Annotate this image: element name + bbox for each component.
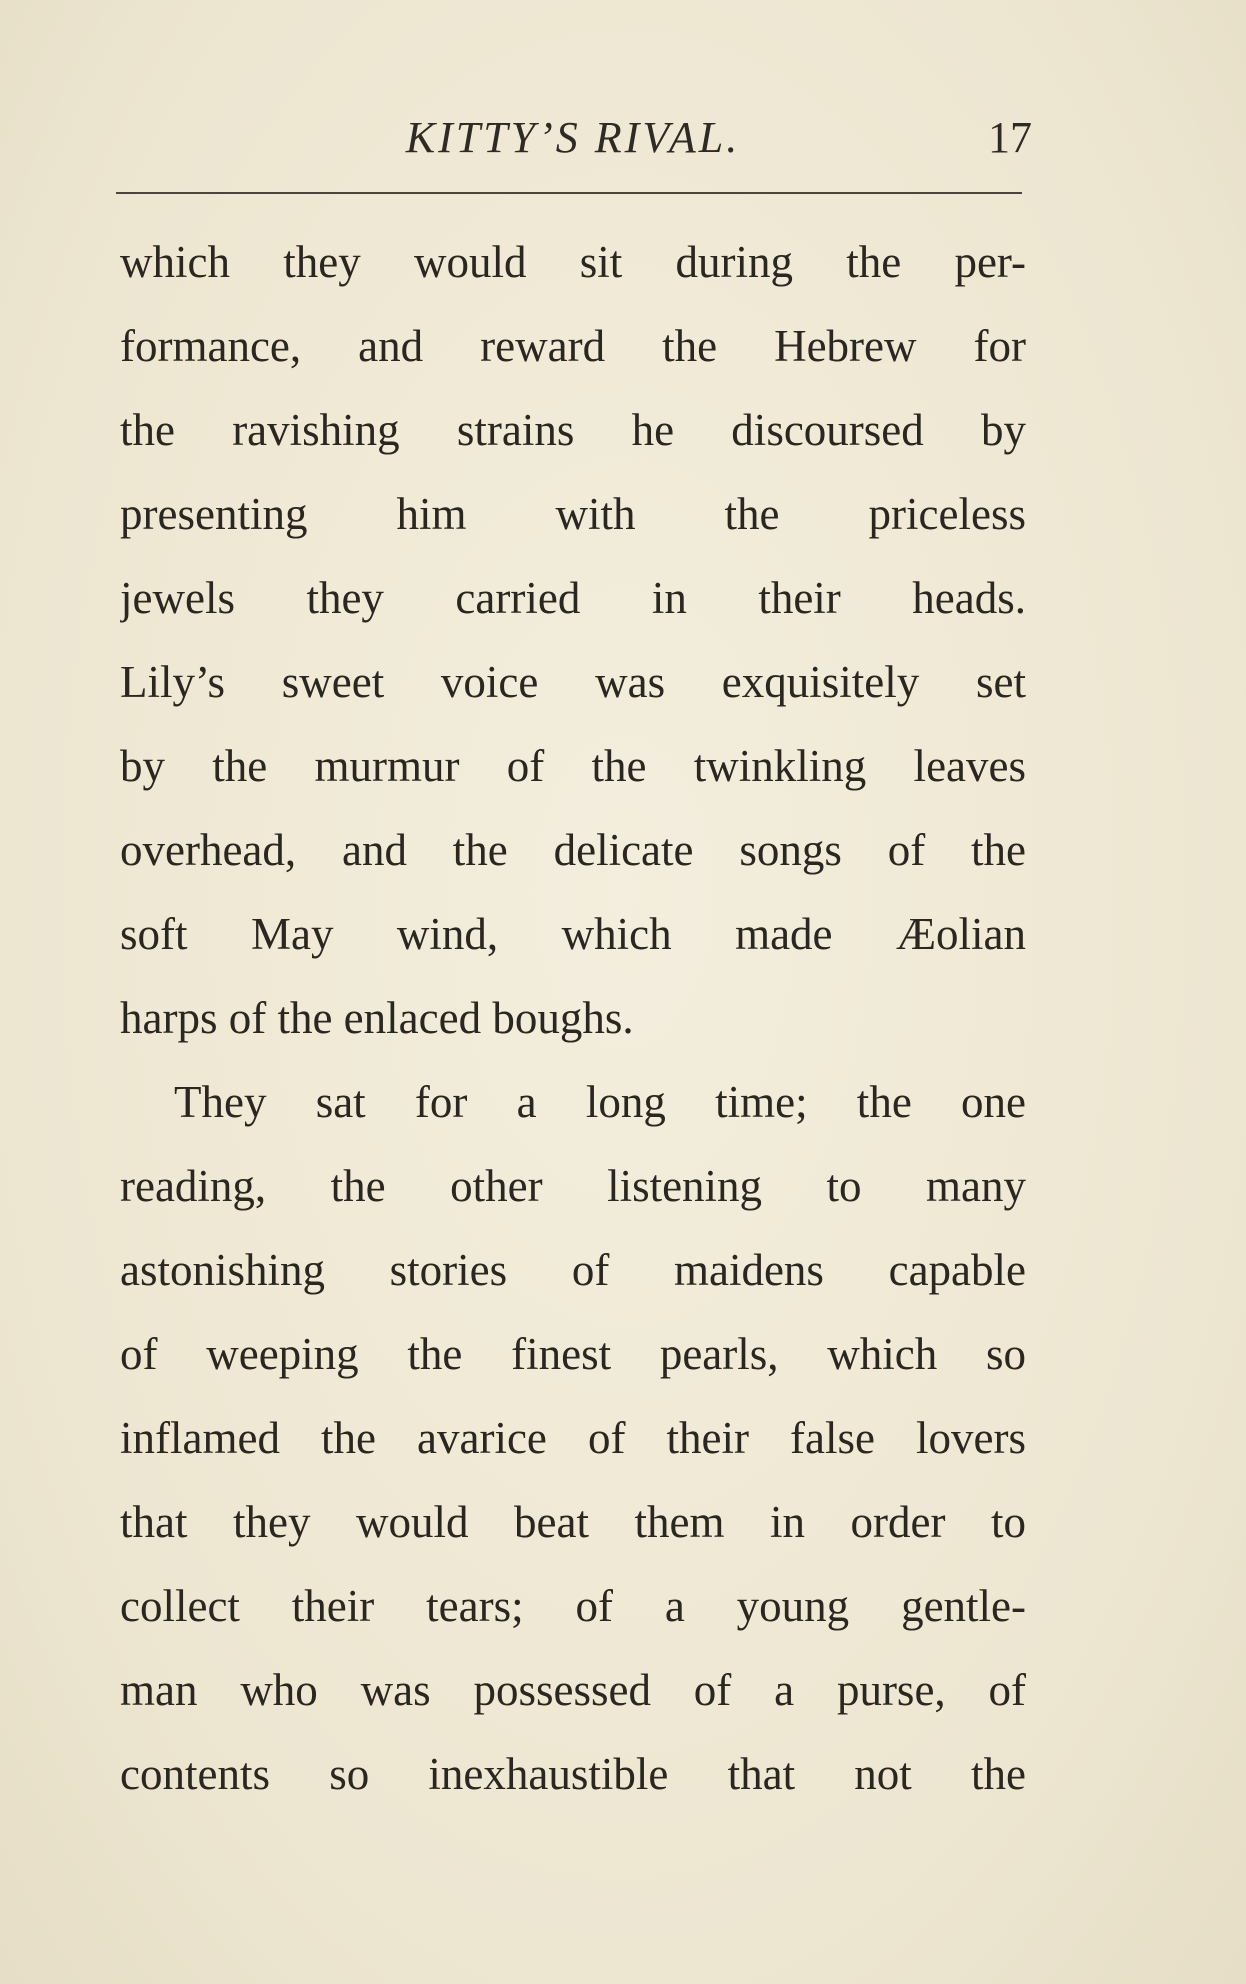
running-title: KITTY’S RIVAL. bbox=[405, 113, 741, 162]
running-head bbox=[118, 112, 1032, 172]
text-line: which they would sit during the per- bbox=[120, 237, 1026, 287]
body-text bbox=[120, 220, 1026, 1816]
text-line: soft May wind, which made Æolian bbox=[120, 909, 1026, 959]
text-line: the ravishing strains he discoursed by bbox=[120, 405, 1026, 455]
header-rule bbox=[116, 192, 1022, 194]
text-line: man who was possessed of a purse, of bbox=[120, 1665, 1026, 1715]
text-line: of weeping the finest pearls, which so bbox=[120, 1329, 1026, 1379]
text-line: inflamed the avarice of their false lovers bbox=[120, 1413, 1026, 1463]
paragraph-first-line: They sat for a long time; the one bbox=[174, 1077, 1026, 1127]
text-line: presenting him with the priceless bbox=[120, 489, 1026, 539]
text-line: overhead, and the delicate songs of the bbox=[120, 825, 1026, 875]
text-line: by the murmur of the twinkling leaves bbox=[120, 741, 1026, 791]
text-line: astonishing stories of maidens capable bbox=[120, 1245, 1026, 1295]
text-line: collect their tears; of a young gentle- bbox=[120, 1581, 1026, 1631]
page-number: 17 bbox=[988, 113, 1032, 162]
text-line: reading, the other listening to many bbox=[120, 1161, 1026, 1211]
paragraph-last-line: harps of the enlaced boughs. bbox=[120, 993, 634, 1043]
text-line: contents so inexhaustible that not the bbox=[120, 1749, 1026, 1799]
text-line: that they would beat them in order to bbox=[120, 1497, 1026, 1547]
text-line: formance, and reward the Hebrew for bbox=[120, 321, 1026, 371]
text-line: Lily’s sweet voice was exquisitely set bbox=[120, 657, 1026, 707]
text-line: jewels they carried in their heads. bbox=[120, 573, 1026, 623]
